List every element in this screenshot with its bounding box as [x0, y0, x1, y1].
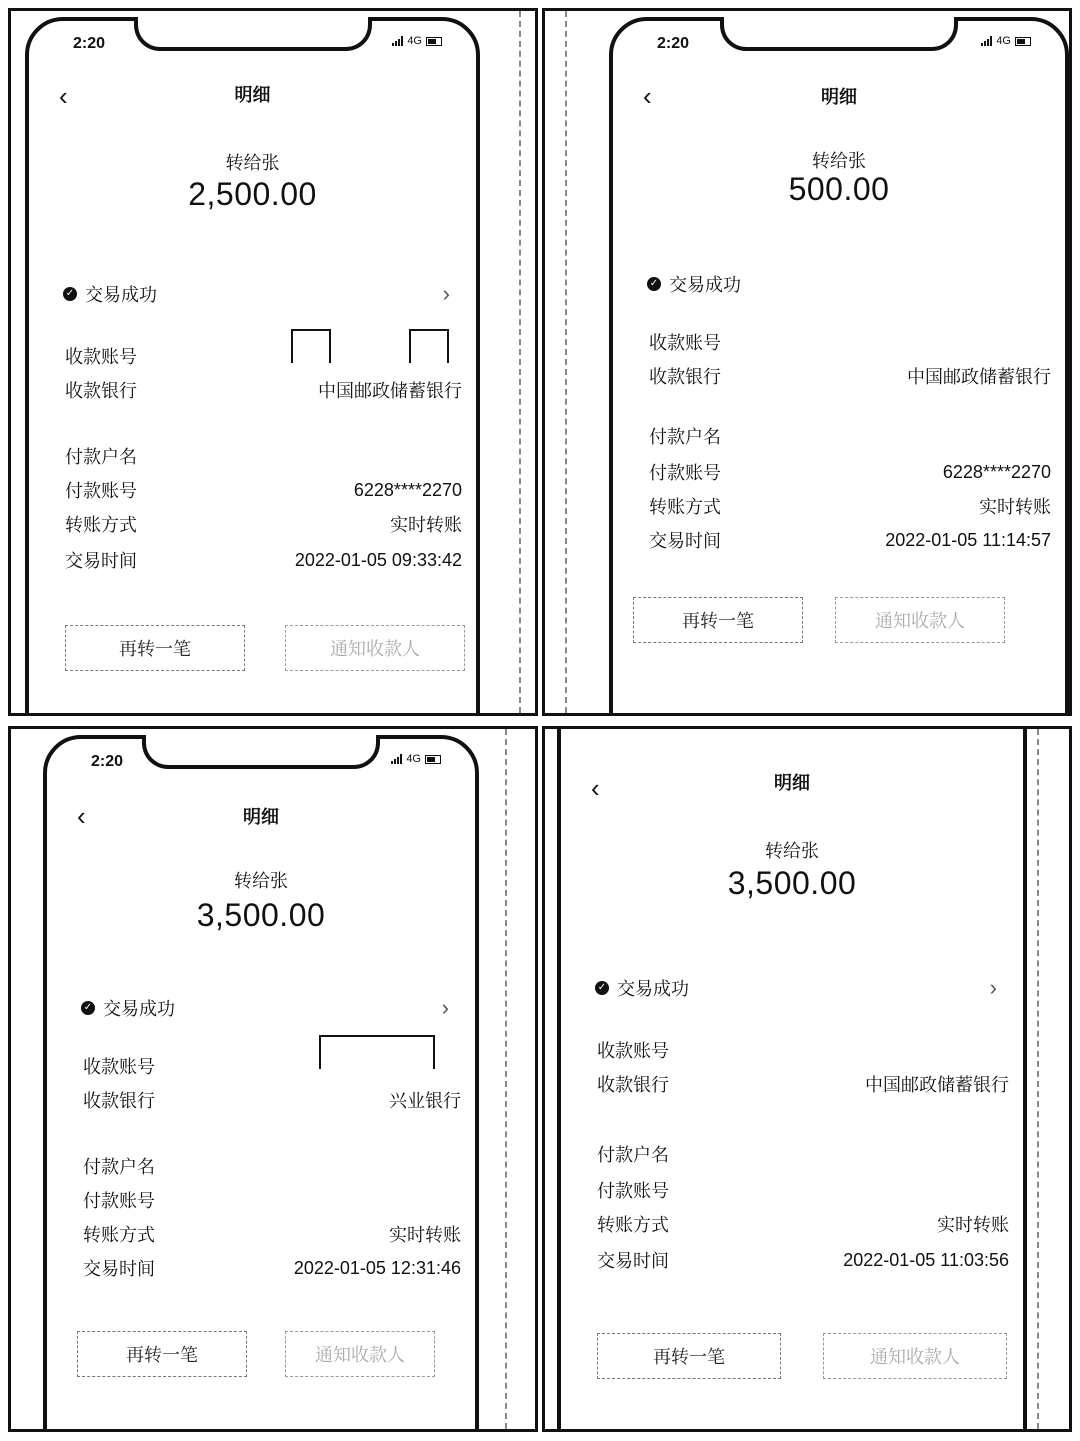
- transfer-again-button[interactable]: 再转一笔: [65, 625, 245, 671]
- phone-notch: [720, 17, 958, 51]
- detail-row: [65, 343, 462, 369]
- transfer-amount: 3,500.00: [196, 897, 326, 933]
- battery-icon: [425, 755, 441, 764]
- detail-row: [597, 1037, 1009, 1063]
- phone-notch: [134, 17, 372, 51]
- signal-icon: [391, 754, 402, 764]
- row-value: 中国邮政储蓄银行: [865, 1075, 1009, 1095]
- row-value: 实时转账: [937, 1215, 1009, 1235]
- row-label: 收款银行: [83, 1091, 155, 1111]
- row-value: 中国邮政储蓄银行: [907, 367, 1051, 387]
- detail-row: [649, 493, 1051, 519]
- detail-row: [597, 1247, 1009, 1273]
- detail-row: [83, 1221, 461, 1247]
- recipient-label: 转给张: [812, 151, 866, 171]
- detail-row: [65, 511, 462, 537]
- detail-row: [65, 443, 462, 469]
- row-value: 2022-01-05 11:03:56: [843, 1249, 1009, 1270]
- detail-row: [649, 527, 1051, 553]
- chevron-right-icon: ›: [441, 995, 449, 1020]
- transaction-status: 交易成功: [669, 275, 741, 295]
- transaction-status: 交易成功: [617, 979, 689, 999]
- screenshot-1: [8, 8, 538, 716]
- transfer-amount: 3,500.00: [727, 865, 857, 901]
- network-label: 4G: [406, 753, 421, 765]
- success-check-icon: ✓: [81, 1001, 95, 1015]
- detail-row: [597, 1071, 1009, 1097]
- phone-notch: [142, 735, 380, 769]
- transfer-amount: 2,500.00: [188, 176, 317, 212]
- row-label: 交易时间: [649, 531, 721, 551]
- row-label: 付款户名: [597, 1145, 669, 1165]
- status-time: 2:20: [657, 35, 690, 52]
- detail-row: [83, 1187, 461, 1213]
- screenshot-2: [542, 8, 1072, 716]
- page-title: 明细: [234, 85, 271, 105]
- detail-row: [649, 459, 1051, 485]
- transaction-status-row[interactable]: [647, 271, 1039, 297]
- notify-payee-button[interactable]: 通知收款人: [823, 1333, 1007, 1379]
- row-label: 转账方式: [83, 1225, 155, 1245]
- row-value: 6228****2270: [942, 461, 1051, 482]
- transaction-status-row[interactable]: [63, 281, 450, 307]
- phone-frame: [557, 726, 1027, 1432]
- back-chevron-icon[interactable]: ‹: [591, 773, 600, 803]
- detail-row: [597, 1211, 1009, 1237]
- row-label: 付款账号: [649, 463, 721, 483]
- battery-icon: [426, 37, 442, 46]
- transfer-again-button[interactable]: 再转一笔: [597, 1333, 781, 1379]
- row-label: 收款账号: [649, 333, 721, 353]
- scan-edge: [565, 11, 575, 713]
- detail-row: [597, 1141, 1009, 1167]
- recipient-label: 转给张: [225, 153, 280, 173]
- status-bar: [391, 753, 441, 765]
- detail-row: [65, 547, 462, 573]
- row-value: 中国邮政储蓄银行: [318, 381, 462, 401]
- phone-frame: [25, 17, 480, 716]
- notify-payee-button[interactable]: 通知收款人: [285, 1331, 435, 1377]
- row-label: 收款银行: [597, 1075, 669, 1095]
- signal-icon: [981, 36, 992, 46]
- row-value: 实时转账: [389, 1225, 461, 1245]
- signal-icon: [392, 36, 403, 46]
- chevron-right-icon: ›: [442, 281, 450, 306]
- row-value: 2022-01-05 12:31:46: [293, 1257, 461, 1278]
- page-title: 明细: [774, 773, 810, 793]
- detail-row: [65, 377, 462, 403]
- row-label: 收款账号: [83, 1057, 155, 1077]
- row-label: 交易时间: [65, 551, 137, 571]
- success-check-icon: ✓: [595, 981, 609, 995]
- back-chevron-icon[interactable]: ‹: [59, 81, 68, 111]
- back-chevron-icon[interactable]: ‹: [77, 801, 86, 831]
- row-label: 转账方式: [649, 497, 721, 517]
- status-time: 2:20: [73, 35, 106, 52]
- scan-edge: [519, 11, 529, 713]
- phone-frame: [609, 17, 1069, 716]
- row-label: 付款账号: [83, 1191, 155, 1211]
- notify-payee-button[interactable]: 通知收款人: [835, 597, 1005, 643]
- transaction-status-row[interactable]: [595, 975, 997, 1001]
- row-value: 实时转账: [979, 497, 1051, 517]
- row-value: 实时转账: [390, 515, 462, 535]
- page-title: 明细: [243, 807, 279, 827]
- row-label: 转账方式: [65, 515, 137, 535]
- row-label: 付款账号: [597, 1181, 669, 1201]
- row-label: 收款银行: [649, 367, 721, 387]
- screenshot-4: [542, 726, 1072, 1432]
- row-label: 收款银行: [65, 381, 137, 401]
- success-check-icon: ✓: [647, 277, 661, 291]
- detail-row: [649, 423, 1051, 449]
- status-bar: [392, 35, 442, 47]
- row-label: 付款户名: [83, 1157, 155, 1177]
- screenshot-3: [8, 726, 538, 1432]
- detail-row: [83, 1087, 461, 1113]
- scan-edge: [505, 729, 515, 1429]
- row-label: 收款账号: [65, 347, 137, 367]
- row-value: 兴业银行: [389, 1091, 461, 1111]
- row-value: 6228****2270: [353, 479, 462, 500]
- detail-row: [83, 1153, 461, 1179]
- transfer-again-button[interactable]: 再转一笔: [77, 1331, 247, 1377]
- network-label: 4G: [407, 35, 422, 47]
- transfer-again-button[interactable]: 再转一笔: [633, 597, 803, 643]
- row-label: 收款账号: [597, 1041, 669, 1061]
- transaction-status-row[interactable]: [81, 995, 449, 1021]
- detail-row: [649, 363, 1051, 389]
- row-label: 转账方式: [597, 1215, 669, 1235]
- battery-icon: [1015, 37, 1031, 46]
- recipient-label: 转给张: [765, 841, 819, 861]
- chevron-right-icon: ›: [989, 975, 997, 1000]
- transaction-status: 交易成功: [103, 999, 175, 1019]
- status-time: 2:20: [91, 753, 124, 770]
- detail-row: [597, 1177, 1009, 1203]
- detail-row: [83, 1255, 461, 1281]
- notify-payee-button[interactable]: 通知收款人: [285, 625, 465, 671]
- page-title: 明细: [821, 87, 857, 107]
- scan-edge: [1037, 729, 1047, 1429]
- detail-row: [649, 329, 1051, 355]
- row-value: 2022-01-05 11:14:57: [885, 529, 1051, 550]
- detail-row: [83, 1053, 461, 1079]
- row-label: 付款户名: [65, 447, 137, 467]
- row-label: 交易时间: [83, 1259, 155, 1279]
- row-label: 交易时间: [597, 1251, 669, 1271]
- transaction-status: 交易成功: [85, 285, 157, 305]
- phone-frame: [43, 735, 479, 1432]
- recipient-label: 转给张: [234, 871, 288, 891]
- back-chevron-icon[interactable]: ‹: [643, 81, 652, 111]
- status-bar: [981, 35, 1031, 47]
- network-label: 4G: [996, 35, 1011, 47]
- row-value: 2022-01-05 09:33:42: [294, 549, 462, 570]
- transfer-amount: 500.00: [788, 171, 890, 207]
- success-check-icon: ✓: [63, 287, 77, 301]
- row-label: 付款账号: [65, 481, 137, 501]
- row-label: 付款户名: [649, 427, 721, 447]
- detail-row: [65, 477, 462, 503]
